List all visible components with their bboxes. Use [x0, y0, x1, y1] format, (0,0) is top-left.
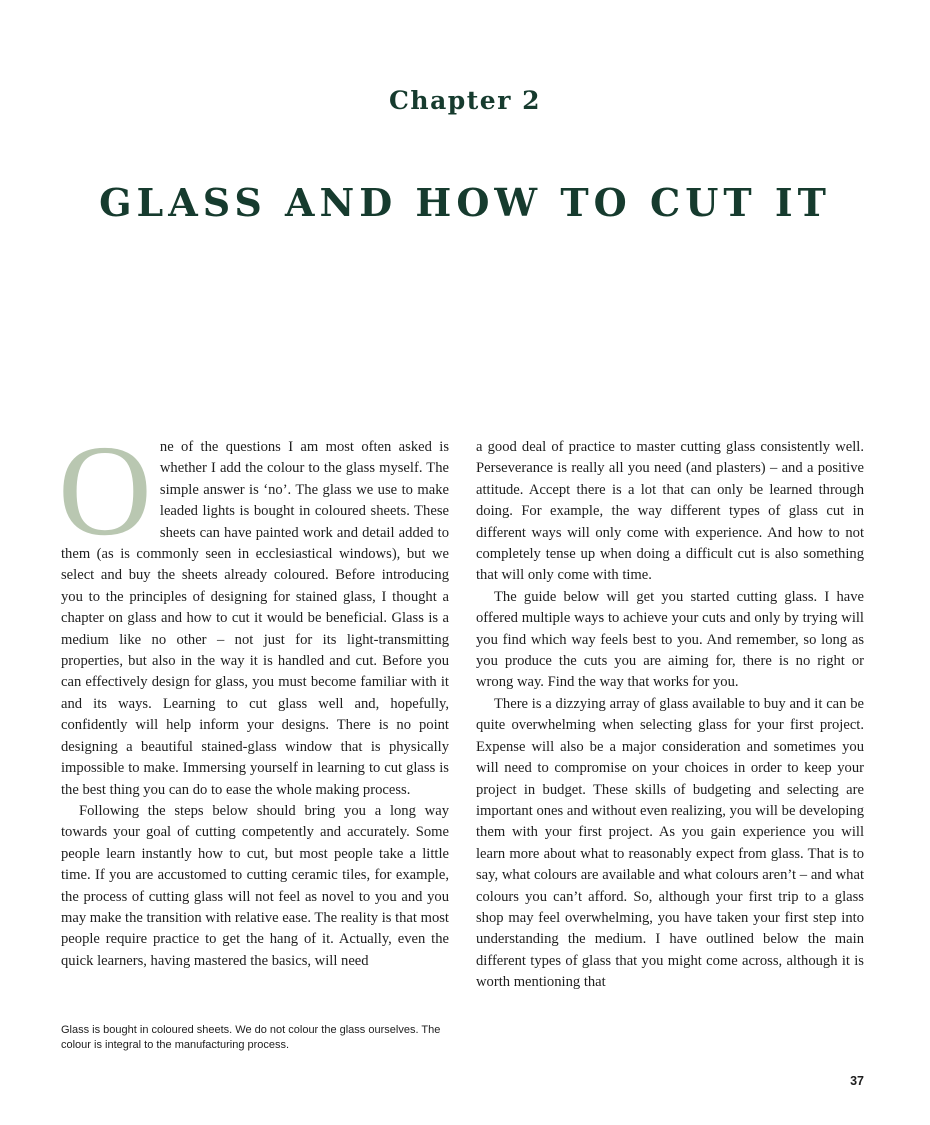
- right-column: [476, 437, 864, 994]
- left-column: [58, 419, 449, 972]
- paragraph-4: The guide below will get you started cutting glass. I have offered multiple ways to achieve your cuts and only by trying will you find which way feels best to you. And remember, so long as you produce the cuts you are aiming for, there is no right or wrong way. Find the way that works for you.: [476, 588, 864, 691]
- chapter-title: GLASS AND HOW TO CUT IT: [99, 180, 831, 225]
- paragraph-3: a good deal of practice to master cutting glass consistently well. Perseverance is really all you need (and plasters) – and a positive attitude. Accept there is a lot that can only be learned through doing. For example, the way different types of glass cut in different ways will only come with experience. And how to not completely tense up when doing a difficult cut is also something that will only come with time.: [476, 439, 864, 584]
- paragraph-5: There is a dizzying array of glass available to buy and it can be quite overwhelming when selecting glass for your first project. Expense will also be a major consideration and sometimes you will need to compromise on your choices in order to keep your project in budget. These skills of budgeting and selecting are important ones and without even realizing, you will be developing them with your first project. As you gain experience you will learn more about what to reasonably expect from glass. That is to say, what colours are available and what colours aren’t – and what colours you can’t afford. So, although your first trip to a glass shop may feel overwhelming, you have taken your first step into understanding the medium. I have outlined below the main different types of glass that you might come across, although it is worth mentioning that: [476, 695, 864, 991]
- figure-caption: Glass is bought in coloured sheets. We do not colour the glass ourselves. The colour is integral to the manufacturing process.: [61, 1024, 441, 1051]
- drop-cap: O: [58, 419, 152, 563]
- chapter-label: Chapter 2: [389, 86, 541, 115]
- paragraph-1-text: ne of the questions I am most often asked is whether I add the colour to the glass myself. The simple answer is ‘no’. The glass we use to make leaded lights is bought in coloured sheets. These sheets can have painted work and detail added to them (as is commonly seen in ecclesiastical windows), but we select and buy the sheets already coloured. Before introducing you to the principles of designing for stained glass, I thought a chapter on glass and how to cut it would be beneficial. Glass is a medium like no other – not just for its light-transmitting properties, but also in the way it is handled and cut. Before you can effectively design for glass, you must become familiar with it and its ways. Learning to cut glass well and, hopefully, confidently will help inform your designs. There is no point designing a beautiful stained-glass window that is physically impossible to make. Immersing yourself in learning to cut glass is the best thing you can do to ease the whole making process.: [61, 439, 449, 798]
- paragraph-1: [58, 419, 449, 801]
- page-number: 37: [850, 1074, 864, 1088]
- paragraph-2: Following the steps below should bring you a long way towards your goal of cutting competently and accurately. Some people learn instantly how to cut, but most people take a little time. If you are accustomed to cutting ceramic tiles, for example, the process of cutting glass will not feel as novel to you and you may make the transition with relative ease. The reality is that most people require practice to get the hang of it. Actually, even the quick learners, having mastered the basics, will need: [61, 802, 449, 969]
